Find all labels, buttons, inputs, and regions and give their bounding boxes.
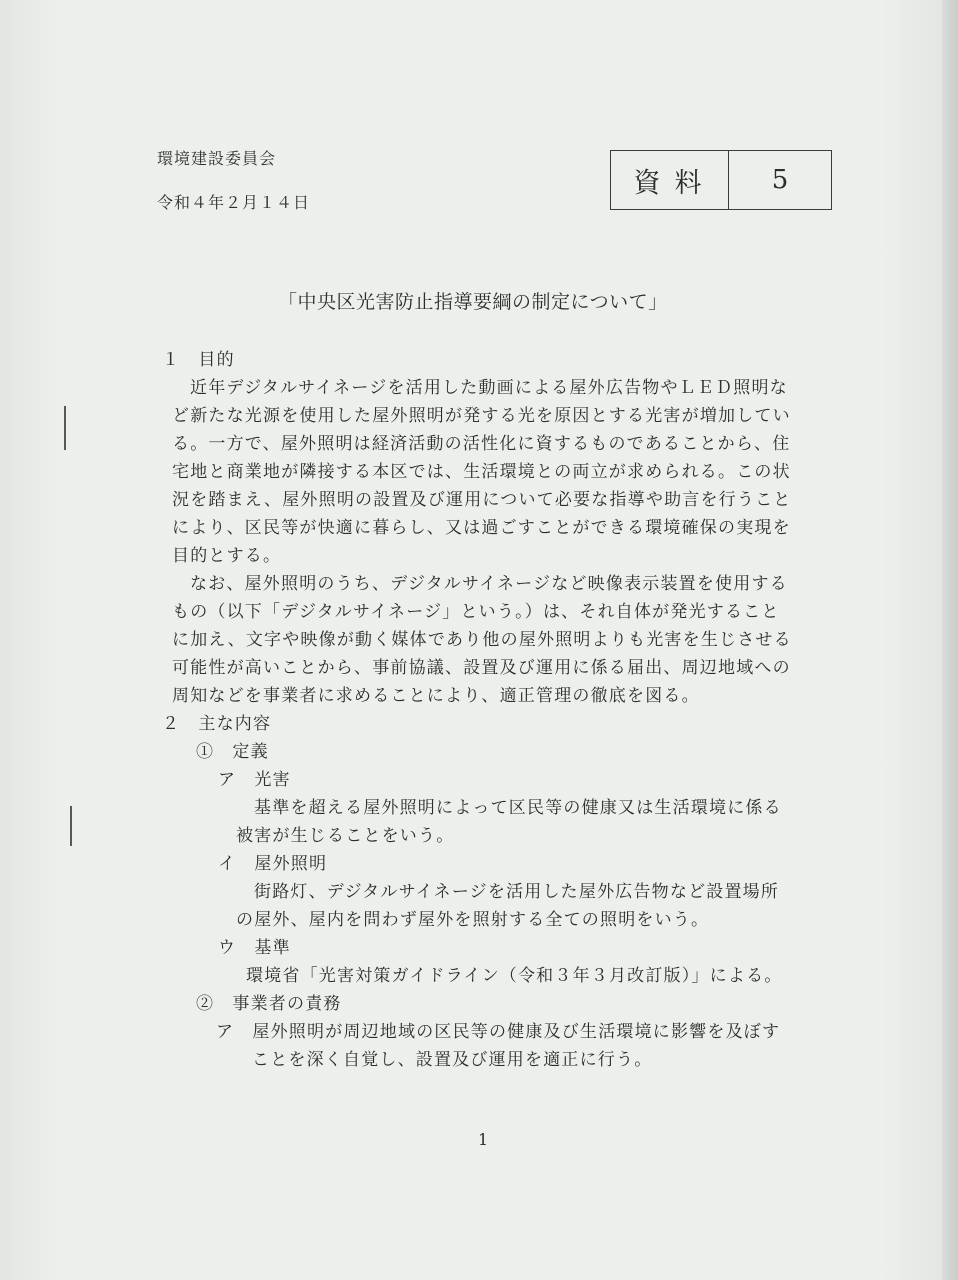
body-line: る。一方で、屋外照明は経済活動の活性化に資するものであることから、住: [172, 434, 791, 454]
body-line: により、区民等が快適に暮らし、又は過ごすことができる環境確保の実現を: [172, 518, 791, 538]
body-line: の屋外、屋内を問わず屋外を照射する全ての照明をいう。: [236, 910, 710, 930]
body-line: なお、屋外照明のうち、デジタルサイネージなど映像表示装置を使用する: [190, 574, 788, 594]
body-line: 環境省「光害対策ガイドライン（令和３年３月改訂版）」による。: [246, 966, 783, 986]
body-line: 周知などを事業者に求めることにより、適正管理の徹底を図る。: [172, 686, 700, 706]
page-number: 1: [478, 1130, 489, 1149]
body-line: に加え、文字や映像が動く媒体であり他の屋外照明よりも光害を生じさせる: [172, 630, 792, 650]
subsection-heading: ② 事業者の責務: [196, 994, 342, 1014]
item-heading: ア 光害: [218, 770, 291, 790]
material-label: 資料: [611, 151, 729, 209]
body-line: 況を踏まえ、屋外照明の設置及び運用について必要な指導や助言を行うこと: [172, 490, 792, 510]
body-line: 宅地と商業地が隣接する本区では、生活環境との両立が求められる。この状: [172, 462, 791, 482]
margin-mark: [64, 406, 66, 450]
body-line: 可能性が高いことから、事前協議、設置及び運用に係る届出、周辺地域への: [172, 658, 791, 678]
section-heading: ２ 主な内容: [162, 714, 272, 734]
section-heading: １ 目的: [162, 350, 235, 370]
material-number-box: [610, 150, 832, 210]
body-line: 街路灯、デジタルサイネージを活用した屋外広告物など設置場所: [254, 882, 780, 902]
item-heading: ウ 基準: [218, 938, 291, 958]
body-line: 被害が生じることをいう。: [236, 826, 455, 846]
material-number: 5: [771, 165, 789, 195]
document-title: 「中央区光害防止指導要綱の制定について」: [278, 291, 668, 313]
committee-name: 環境建設委員会: [157, 149, 277, 168]
subsection-heading: ① 定義: [196, 742, 269, 762]
body-line: ことを深く自覚し、設置及び運用を適正に行う。: [252, 1050, 653, 1070]
body-line: 基準を超える屋外照明によって区民等の健康又は生活環境に係る: [254, 798, 782, 818]
body-line: 近年デジタルサイネージを活用した動画による屋外広告物やＬＥＤ照明な: [190, 378, 788, 398]
page-edge-shadow: [942, 0, 958, 1280]
body-line: ア 屋外照明が周辺地域の区民等の健康及び生活環境に影響を及ぼす: [216, 1022, 781, 1042]
document-date: 令和４年２月１４日: [157, 193, 311, 212]
body-line: 目的とする。: [172, 546, 282, 566]
margin-mark: [70, 806, 72, 846]
body-line: もの（以下「デジタルサイネージ」という。）は、それ自体が発光すること: [172, 602, 780, 622]
body-line: ど新たな光源を使用した屋外照明が発する光を原因とする光害が増加してい: [172, 406, 791, 426]
item-heading: イ 屋外照明: [218, 854, 328, 874]
